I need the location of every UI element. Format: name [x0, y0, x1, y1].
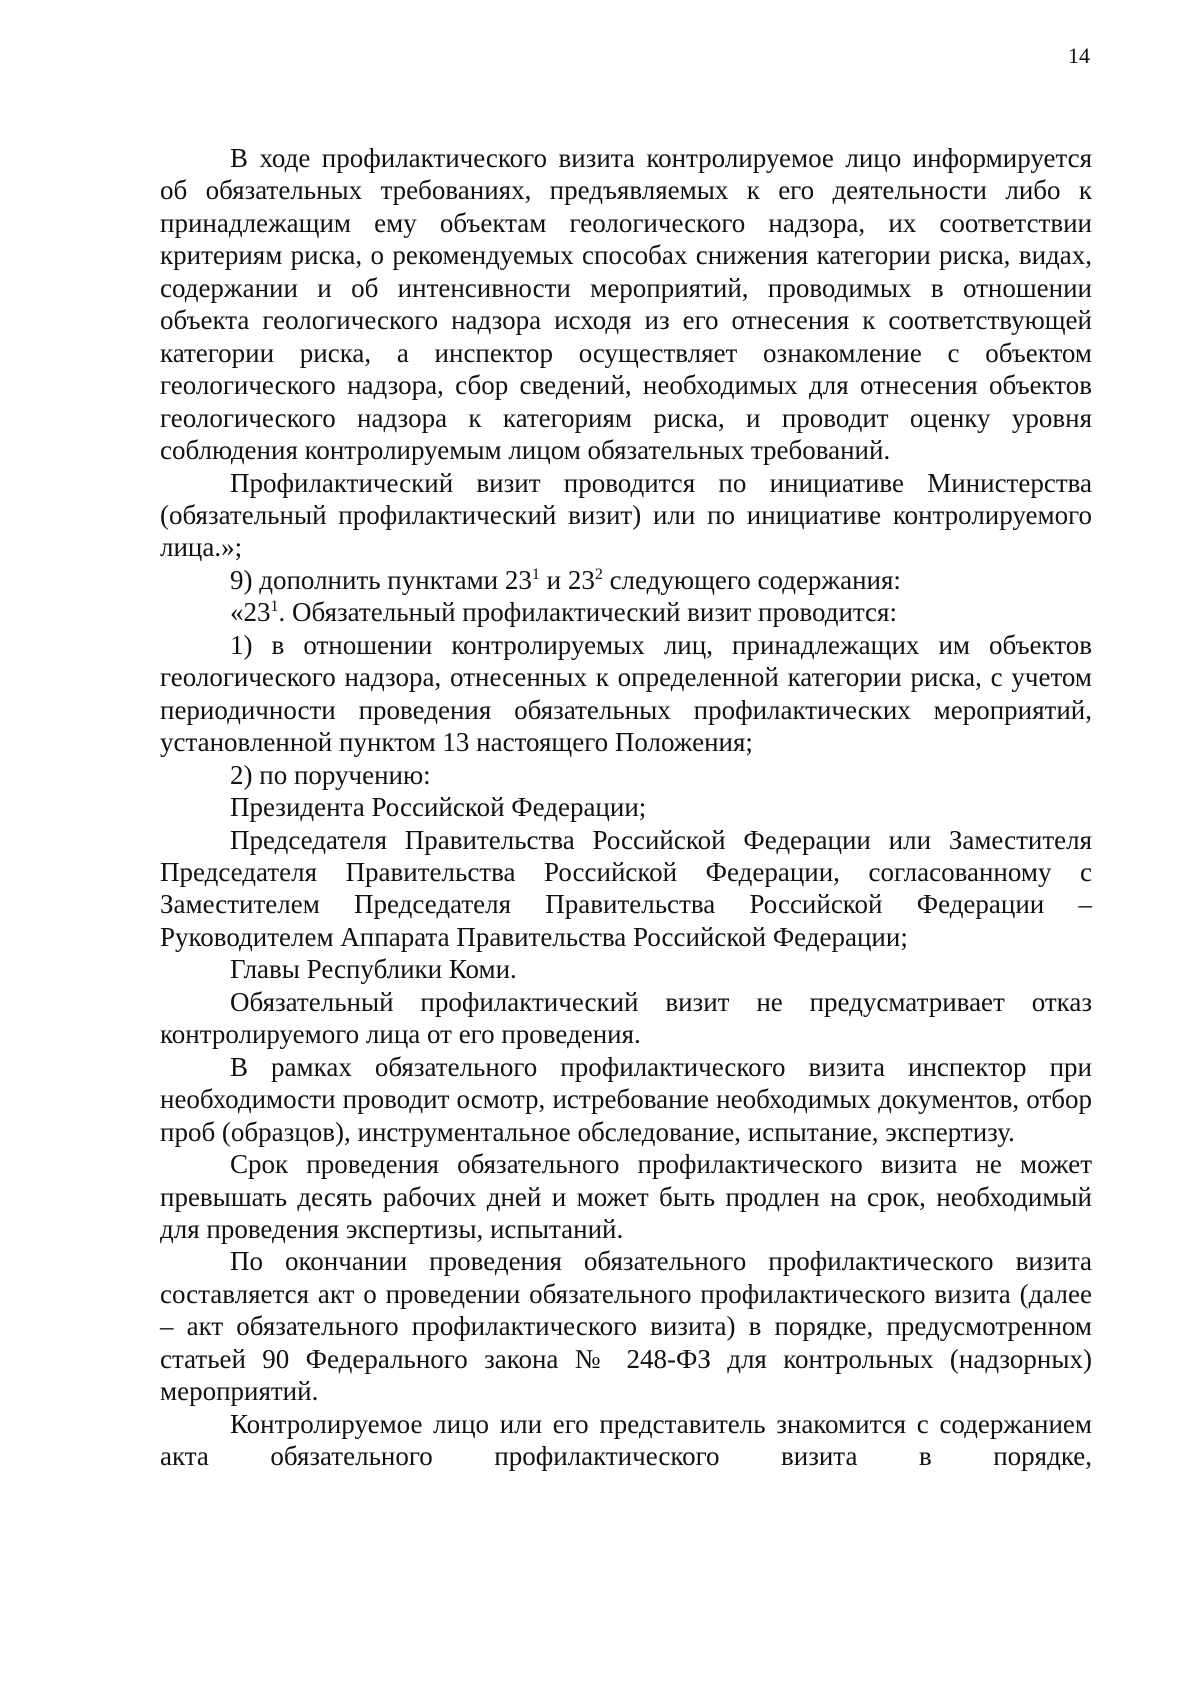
paragraph-government-chair: Председателя Правительства Российской Федерации или Заместителя Председателя Правительства Российской Федерации, согласованному с Заместителем Председателя Правительства Российской Федерации – Руководителем Аппарата Правительства Российской Федерации; — [160, 824, 1092, 952]
page-number: 14 — [1068, 43, 1090, 68]
point-title-before: «23 — [230, 597, 271, 628]
amendment-superscript-2: 2 — [594, 565, 603, 583]
paragraph-inspector-actions: В рамках обязательного профилактического визита инспектор при необходимости проводит осмотр, истребование необходимых документов, отбор проб (образцов), инструментальное обследование, испытание, экспертизу. — [160, 1051, 1092, 1147]
paragraph-no-refusal: Обязательный профилактический визит не предусматривает отказ контролируемого лица от его проведения. — [160, 986, 1092, 1050]
amendment-text-after: следующего содержания: — [602, 564, 901, 595]
paragraph-president: Президента Российской Федерации; — [230, 792, 647, 823]
amendment-text-middle: и 23 — [539, 564, 595, 595]
amendment-text-before: 9) дополнить пунктами 23 — [230, 564, 532, 595]
paragraph-point-title — [160, 596, 1092, 628]
document-body — [160, 142, 1092, 1473]
paragraph-item-1: 1) в отношении контролируемых лиц, принадлежащих им объектов геологического надзора, отнесенных к определенной категории риска, с учетом периодичности проведения обязательных профилактических мероприятий, установленной пунктом 13 настоящего Положения; — [160, 629, 1092, 758]
paragraph-visit-initiative: Профилактический визит проводится по инициативе Министерства (обязательный профилактический визит) или по инициативе контролируемого лица.»; — [160, 467, 1092, 563]
paragraph-komi-head: Главы Республики Коми. — [230, 954, 517, 985]
paragraph-amendment — [160, 564, 1092, 596]
amendment-superscript-1: 1 — [531, 565, 540, 583]
paragraph-duration: Срок проведения обязательного профилактического визита не может превышать десять рабочих дней и может быть продлен на срок, необходимый для проведения экспертизы, испытаний. — [160, 1149, 1092, 1244]
paragraph-familiarization: Контролируемое лицо или его представитель знакомится с содержанием акта обязательного профилактического визита в порядке, — [160, 1408, 1092, 1472]
paragraph-item-2: 2) по поручению: — [230, 759, 431, 790]
point-title-superscript: 1 — [270, 598, 279, 616]
point-title-after: . Обязательный профилактический визит проводится: — [278, 597, 897, 628]
paragraph-act: По окончании проведения обязательного профилактического визита составляется акт о проведении обязательного профилактического визита (далее – акт обязательного профилактического визита) в порядке, предусмотренном статьей 90 Федерального закона № 248-ФЗ для контрольных (надзорных) мероприятий. — [160, 1246, 1092, 1407]
paragraph-visit-info: В ходе профилактического визита контролируемое лицо информируется об обязательных требованиях, предъявляемых к его деятельности либо к принадлежащим ему объектам геологического надзора, их соответствии критериям риска, о рекомендуемых способах снижения категории риска, видах, содержании и об интенсивности мероприятий, проводимых в отношении объекта геологического надзора исходя из его отнесения к соответствующей категории риска, а инспектор осуществляет ознакомление с объектом геологического надзора, сбор сведений, необходимых для отнесения объектов геологического надзора к категориям риска, и проводит оценку уровня соблюдения контролируемым лицом обязательных требований. — [160, 143, 1092, 466]
